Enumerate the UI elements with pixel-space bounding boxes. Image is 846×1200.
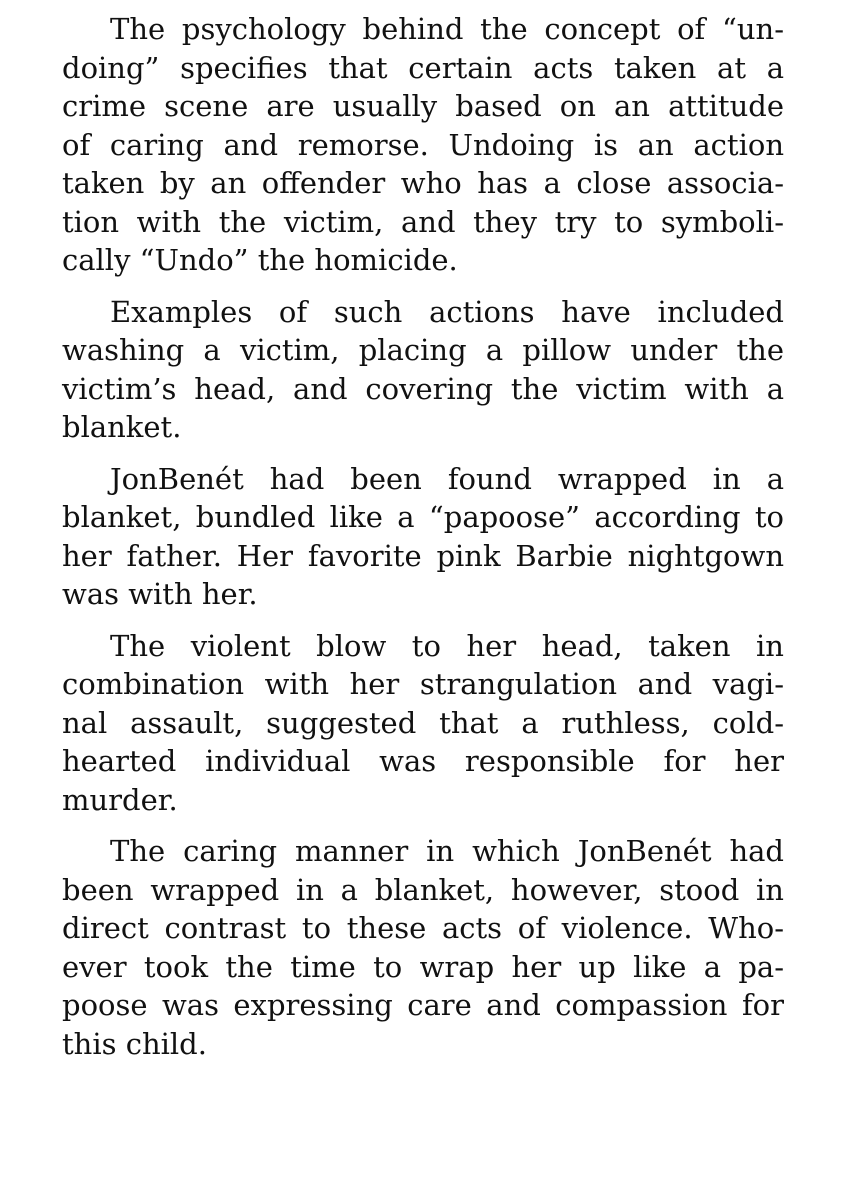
text-line: hearted individual was responsible for her — [62, 744, 784, 778]
text-line: Examples of such actions have included — [110, 294, 784, 329]
paragraph-blanket — [62, 460, 784, 614]
text-line: cally “Undo” the homicide. — [62, 243, 458, 277]
text-line: been wrapped in a blanket, however, stood in — [62, 872, 784, 907]
text-line: victim’s head, and covering the victim with a — [62, 371, 784, 406]
paragraph-violence — [62, 627, 784, 820]
text-line: blanket. — [62, 410, 182, 444]
text-line: tion with the victim, and they try to symboli- — [62, 204, 784, 239]
text-line: ever took the time to wrap her up like a pa- — [62, 949, 784, 984]
text-line: poose was expressing care and compassion for — [62, 988, 784, 1022]
text-line: crime scene are usually based on an attitude — [62, 89, 784, 123]
paragraph-contrast — [62, 832, 784, 1063]
text-line: doing” specifies that certain acts taken at a — [62, 50, 784, 85]
text-line: nal assault, suggested that a ruthless, cold- — [62, 705, 784, 740]
paragraph-undoing-definition — [62, 10, 784, 280]
text-line: of caring and remorse. Undoing is an action — [62, 127, 784, 162]
text-line: her father. Her favorite pink Barbie nightgown — [62, 538, 784, 573]
text-line: The caring manner in which JonBenét had — [110, 834, 784, 868]
text-line: JonBenét had been found wrapped in a — [110, 461, 784, 496]
text-line: combination with her strangulation and vagi- — [62, 667, 784, 701]
text-line: blanket, bundled like a “papoose” according to — [62, 500, 784, 534]
text-line: murder. — [62, 782, 178, 817]
text-line: The violent blow to her head, taken in — [110, 628, 784, 663]
text-line: The psychology behind the concept of “un- — [110, 12, 784, 46]
text-line: taken by an offender who has a close associa- — [62, 166, 784, 200]
text-line: washing a victim, placing a pillow under the — [62, 333, 784, 367]
text-line: was with her. — [62, 577, 258, 611]
paragraph-examples — [62, 293, 784, 447]
book-page — [62, 10, 784, 1076]
text-line: direct contrast to these acts of violence. Who- — [62, 911, 784, 945]
text-line: this child. — [62, 1026, 207, 1061]
